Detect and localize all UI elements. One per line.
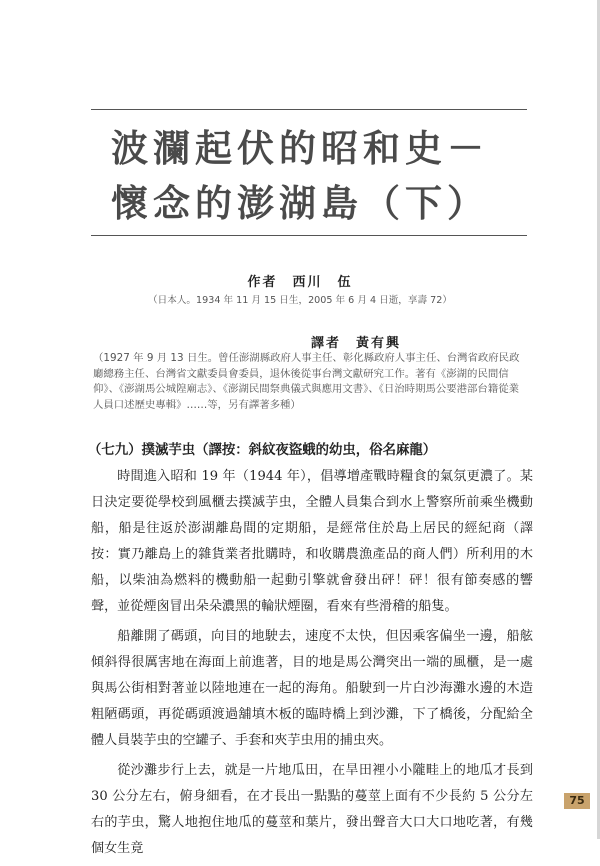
- title-line-2: 懷念的澎湖島（下）: [111, 181, 489, 225]
- title-top-rule: [91, 109, 527, 110]
- page-number: 75: [564, 793, 590, 809]
- paragraph: 從沙灘步行上去，就是一片地瓜田，在旱田裡小小隴畦上的地瓜才長到 30 公分左右，俯身細看，在才長出一點點的蔓莖上面有不少長約 5 公分左右的芋虫，驚人地抱住地瓜的蔓莖和葉片，發出聲音大口大口地吃著，有幾個女生竟: [91, 763, 533, 856]
- title-line-1: 波瀾起伏的昭和史－: [111, 126, 489, 170]
- translator-byline: 譯者 黃有興: [310, 336, 401, 351]
- translator-bio: （1927 年 9 月 13 日生。曾任澎湖縣政府人事主任、彰化縣政府人事主任、台灣省政府民政廳總務主任、台灣省文獻委員會委員，退休後從事台灣文獻研究工作。著有《澎湖的民間信仰》、《澎湖馬公城隍廟志》、《澎湖民間祭典儀式與應用文書》、《日治時期馬公要港部台籍從業人員口述歷史專輯》……等，另有譯著多種）: [93, 352, 520, 411]
- section-heading: （七九）撲滅芋虫（譯按：斜紋夜盜蛾的幼虫，俗名麻龍）: [88, 443, 437, 458]
- author-bio: （日本人。1934 年 11 月 15 日生，2005 年 6 月 4 日逝，享壽 72）: [148, 295, 452, 306]
- author-byline: 作者 西川 伍: [247, 275, 353, 290]
- title-bottom-rule: [91, 235, 527, 236]
- article-body: [91, 464, 533, 866]
- paragraph: 船離開了碼頭，向目的地駛去，速度不太快，但因乘客偏坐一邊，船舷傾斜得很厲害地在海面上前進著，目的地是馬公灣突出一端的風櫃，是一處與馬公街相對著並以陸地連在一起的海角。船駛到一片白沙海灘水邊的木造粗陋碼頭，再從碼頭渡過舖填木板的臨時橋上到沙灘，下了橋後，分配給全體人員裝芋虫的空罐子、手套和夾芋虫用的捕虫夾。: [91, 629, 533, 748]
- paragraph: 時間進入昭和 19 年（1944 年），倡導增產戰時糧食的氣氛更濃了。某日決定要從學校到風櫃去撲滅芋虫，全體人員集合到水上警察所前乘坐機動船，船是往返於澎湖離島間的定期船，是經常住於島上居民的經紀商（譯按：實乃離島上的雜貨業者批購時，和收購農漁產品的商人們）所利用的木船，以柴油為燃料的機動船一起動引擎就會發出砰！砰！很有節奏感的響聲，並從煙囪冒出朵朵濃黑的輪狀煙圈，看來有些滑稽的船隻。: [91, 469, 533, 614]
